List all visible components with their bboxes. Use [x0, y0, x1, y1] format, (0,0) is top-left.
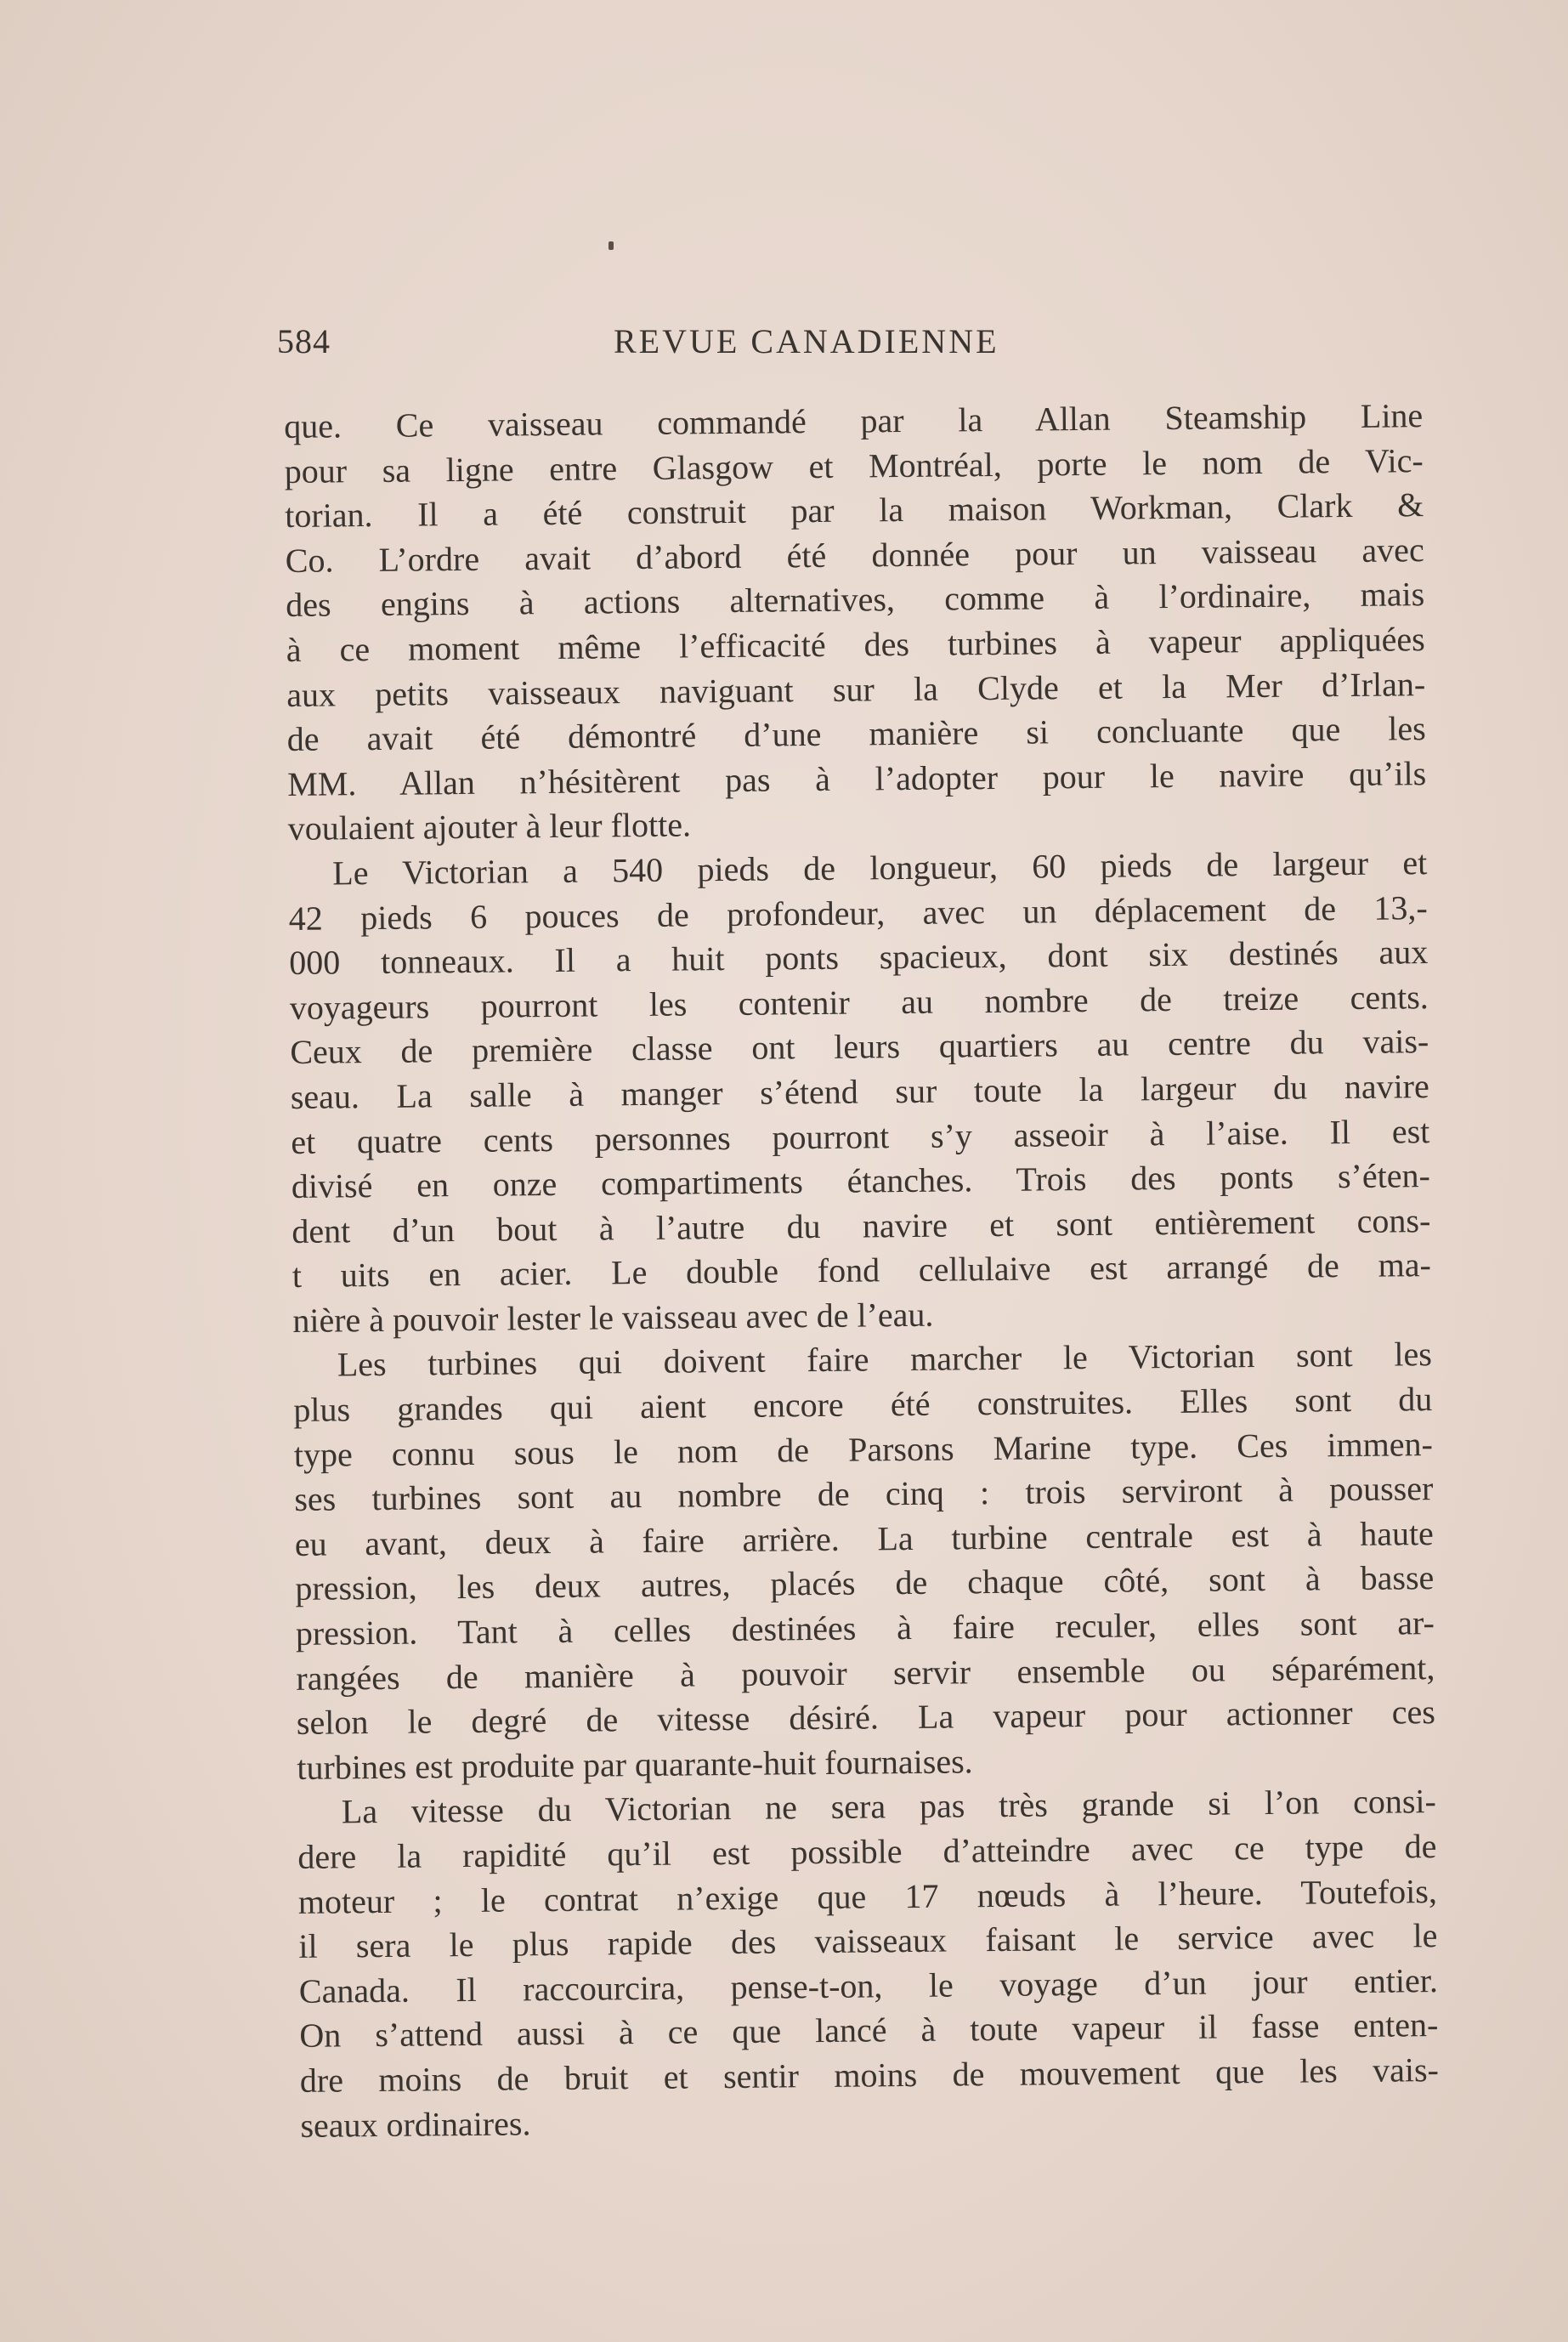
- text-line: Co. L’ordre avait d’abord été donnée pour un vaisseau avec: [285, 530, 1424, 580]
- text-line: Canada. Il raccourcira, pense-t-on, le voyage d’un jour entier.: [298, 1960, 1439, 2010]
- text-line: On s’attend aussi à ce que lancé à toute vapeur il fasse enten-: [299, 2005, 1439, 2056]
- page-header: [277, 321, 1076, 372]
- text-line: voulaient ajouter à leur flotte.: [287, 805, 692, 848]
- article-body: [284, 394, 1440, 2148]
- text-line: MM. Allan n’hésitèrent pas à l’adopter pour le navire qu’ils: [287, 753, 1427, 803]
- text-line: 000 tonneaux. Il a huit ponts spacieux, dont six destinés aux: [289, 933, 1429, 983]
- text-line: de avait été démontré d’une manière si concluante que les: [286, 709, 1426, 759]
- text-line: à ce moment même l’efficacité des turbines à vapeur appliquées: [286, 620, 1425, 669]
- text-line: La vitesse du Victorian ne sera pas très grande si l’on consi-: [341, 1782, 1437, 1831]
- text-line: turbines est produite par quarante-huit fournaises.: [297, 1742, 973, 1787]
- text-line: rangées de manière à pouvoir servir ensemble ou séparément,: [296, 1647, 1435, 1698]
- text-line: Ceux de première classe ont leurs quartiers au centre du vais-: [290, 1022, 1429, 1072]
- ink-speck: [609, 241, 614, 250]
- text-line: dent d’un bout à l’autre du navire et sont entièrement cons-: [292, 1200, 1431, 1250]
- text-line: type connu sous le nom de Parsons Marine type. Ces immen-: [293, 1424, 1434, 1474]
- text-line: et quatre cents personnes pourront s’y asseoir à l’aise. Il est: [291, 1111, 1430, 1161]
- page-number: 584: [277, 322, 331, 360]
- text-line: dre moins de bruit et sentir moins de mouvement que les vais-: [299, 2050, 1440, 2100]
- running-title: REVUE CANADIENNE: [614, 322, 999, 360]
- text-line: il sera le plus rapide des vaisseaux faisant le service avec le: [298, 1916, 1438, 1966]
- text-line: aux petits vaisseaux naviguant sur la Clyde et la Mer d’Irlan-: [286, 664, 1426, 714]
- text-line: moteur ; le contrat n’exige que 17 nœuds à l’heure. Toutefois,: [297, 1871, 1438, 1921]
- text-line: des engins à actions alternatives, comme à l’ordinaire, mais: [286, 575, 1425, 625]
- text-line: voyageurs pourront les contenir au nombre de treize cents.: [289, 977, 1429, 1027]
- text-line: torian. Il a été construit par la maison Workman, Clark &: [285, 485, 1424, 536]
- text-line: seaux ordinaires.: [300, 2103, 531, 2145]
- text-line: eu avant, deux à faire arrière. La turbine centrale est à haute: [294, 1513, 1435, 1563]
- text-line: dere la rapidité qu’il est possible d’atteindre avec ce type de: [297, 1827, 1437, 1876]
- text-line: t uits en acier. Le double fond cellulaive est arrangé de ma-: [292, 1245, 1431, 1296]
- text-line: Les turbines qui doivent faire marcher le Victorian sont les: [337, 1335, 1433, 1384]
- text-line: pour sa ligne entre Glasgow et Montréal, porte le nom de Vic-: [284, 440, 1424, 491]
- text-line: nière à pouvoir lester le vaisseau avec de l’eau.: [292, 1295, 934, 1340]
- text-line: selon le degré de vitesse désiré. La vapeur pour actionner ces: [296, 1693, 1436, 1743]
- text-line: pression, les deux autres, placés de chaque côté, sont à basse: [295, 1558, 1435, 1608]
- text-line: que. Ce vaisseau commandé par la Allan Steamship Line: [284, 396, 1424, 445]
- text-line: ses turbines sont au nombre de cinq : trois serviront à pousser: [294, 1469, 1434, 1519]
- text-line: pression. Tant à celles destinées à faire reculer, elles sont ar-: [295, 1603, 1435, 1653]
- text-line: divisé en onze compartiments étanches. Trois des ponts s’éten-: [291, 1156, 1430, 1206]
- text-line: 42 pieds 6 pouces de profondeur, avec un déplacement de 13,-: [288, 887, 1428, 938]
- text-line: plus grandes qui aient encore été construites. Elles sont du: [293, 1380, 1433, 1430]
- text-line: seau. La salle à manger s’étend sur toute la largeur du navire: [290, 1067, 1429, 1116]
- text-line: Le Victorian a 540 pieds de longueur, 60 pieds de largeur et: [332, 843, 1428, 893]
